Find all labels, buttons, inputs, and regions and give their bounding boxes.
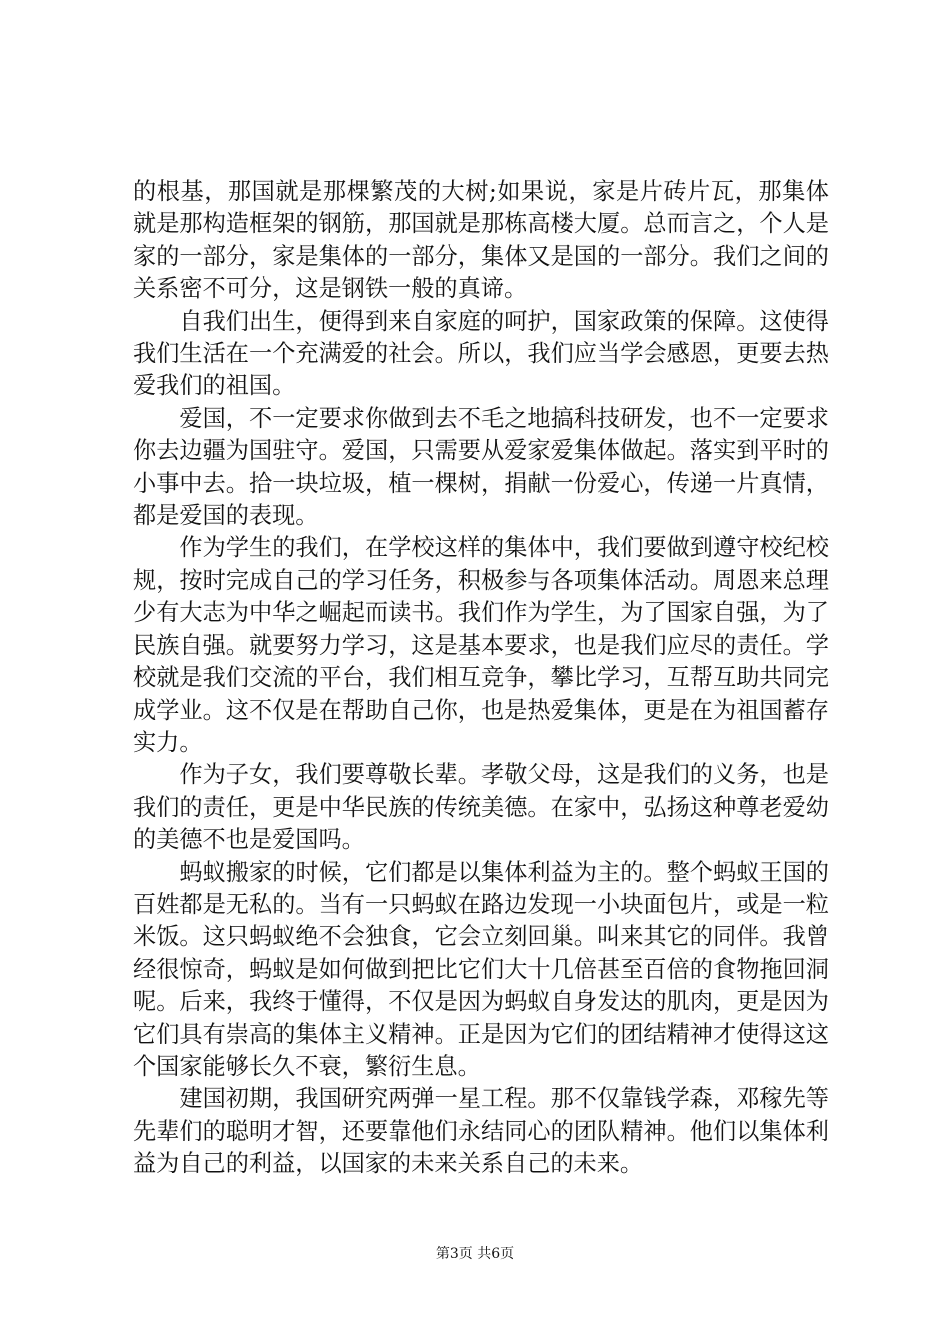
document-body [133, 176, 829, 1181]
paragraph-continued: 的根基，那国就是那棵繁茂的大树;如果说，家是片砖片瓦，那集体就是那构造框架的钢筋，那国就是那栋高楼大厦。总而言之，个人是家的一部分，家是集体的一部分，集体又是国的一部分。我们之间的关系密不可分，这是钢铁一般的真谛。 [133, 178, 829, 303]
paragraph: 作为学生的我们，在学校这样的集体中，我们要做到遵守校纪校规，按时完成自己的学习任务，积极参与各项集体活动。周恩来总理少有大志为中华之崛起而读书。我们作为学生，为了国家自强，为了民族自强。就要努力学习，这是基本要求，也是我们应尽的责任。学校就是我们交流的平台，我们相互竞争，攀比学习，互帮互助共同完成学业。这不仅是在帮助自己你，也是热爱集体，更是在为祖国蓄存实力。 [133, 534, 829, 756]
paragraph: 作为子女，我们要尊敬长辈。孝敬父母，这是我们的义务，也是我们的责任，更是中华民族的传统美德。在家中，弘扬这种尊老爱幼的美德不也是爱国吗。 [133, 761, 829, 854]
paragraph: 自我们出生，便得到来自家庭的呵护，国家政策的保障。这使得我们生活在一个充满爱的社会。所以，我们应当学会感恩，更要去热爱我们的祖国。 [133, 307, 829, 400]
paragraph: 蚂蚁搬家的时候，它们都是以集体利益为主的。整个蚂蚁王国的百姓都是无私的。当有一只蚂蚁在路边发现一小块面包片，或是一粒米饭。这只蚂蚁绝不会独食，它会立刻回巢。叫来其它的同伴。我曾经很惊奇，蚂蚁是如何做到把比它们大十几倍甚至百倍的食物拖回洞呢。后来，我终于懂得，不仅是因为蚂蚁自身发达的肌肉，更是因为它们具有崇高的集体主义精神。正是因为它们的团结精神才使得这这个国家能够长久不衰，繁衍生息。 [133, 858, 829, 1080]
page-footer: 第3页 共6页 [435, 1246, 515, 1262]
paragraph: 爱国，不一定要求你做到去不毛之地搞科技研发，也不一定要求你去边疆为国驻守。爱国，只需要从爱家爱集体做起。落实到平时的小事中去。拾一块垃圾，植一棵树，捐献一份爱心，传递一片真情，都是爱国的表现。 [133, 404, 829, 530]
paragraph: 建国初期，我国研究两弹一星工程。那不仅靠钱学森，邓稼先等先辈们的聪明才智，还要靠他们永结同心的团队精神。他们以集体利益为自己的利益，以国家的未来关系自己的未来。 [133, 1085, 829, 1178]
